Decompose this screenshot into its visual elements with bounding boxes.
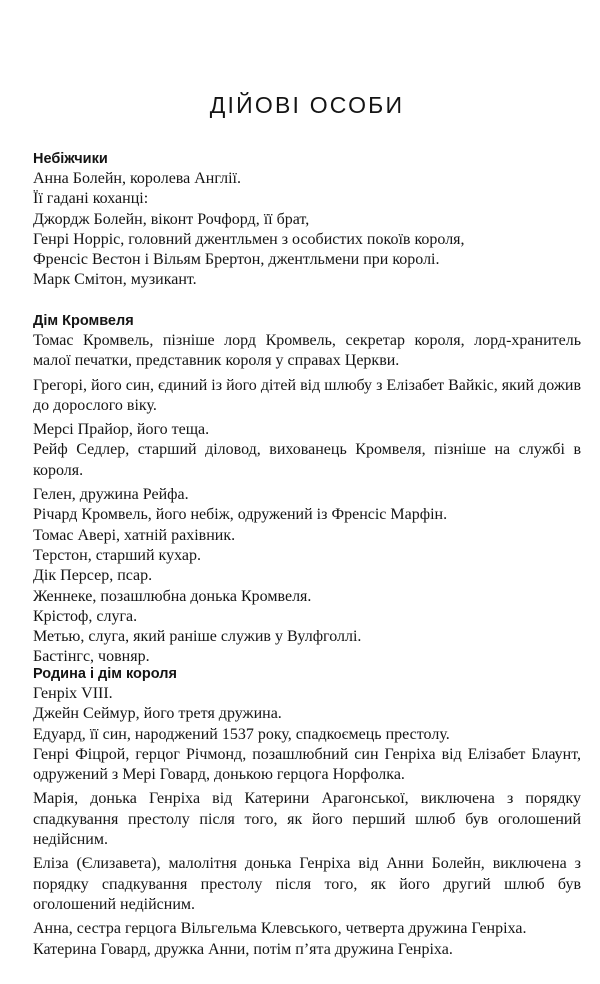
list-item: Джордж Болейн, віконт Рочфорд, її брат, [33,210,310,228]
section-royal-family [33,664,581,960]
section-deceased [33,149,581,291]
list-item: Анна, сестра герцога Вільгельма Клевського, четверта дружина Генріха. [33,920,527,938]
list-item: Анна Болейн, королева Англії. [33,170,241,187]
list-item: Генрі Норріс, головний джентльмен з особистих покоїв короля, [33,230,465,248]
list-item: Френсіс Вестон і Вільям Брертон, джентльмени при королі. [33,251,440,269]
list-item: Грегорі, його син, єдиний із його дітей від шлюбу з Елізабет Вайкіс, який дожив до дорослого віку. [33,376,581,414]
list-item: Генріх VIII. [33,685,113,702]
list-item: Метью, слуга, який раніше служив у Вулфголлі. [33,628,362,646]
character-list [33,169,581,291]
list-item: Її гадані коханці: [33,190,149,208]
section-heading: Родина і дім короля [33,666,177,682]
list-item: Катерина Говард, дружка Анни, потім п’ята дружина Генріха. [33,940,453,958]
list-item: Гелен, дружина Рейфа. [33,486,189,504]
list-item: Томас Кромвель, пізніше лорд Кромвель, секретар короля, лорд-хранитель малої печатки, представник короля у справах Церкви. [33,332,581,370]
list-item: Дік Персер, псар. [33,567,153,585]
list-item: Еліза (Єлизавета), малолітня донька Генріха від Анни Болейн, виключена з порядку спадкування престолу після того, як його другий шлюб був оголошений недійсним. [33,855,581,913]
list-item: Річард Кромвель, його небіж, одружений із Френсіс Марфін. [33,506,448,524]
list-item: Едуард, її син, народжений 1537 року, спадкоємець престолу. [33,725,450,743]
list-item: Мерсі Прайор, його теща. [33,421,210,439]
character-list [33,684,581,960]
section-heading: Дім Кромвеля [33,313,134,329]
list-item: Бастінгс, човняр. [33,648,150,666]
section-heading: Небіжчики [33,151,108,167]
character-list [33,331,581,668]
list-item: Марія, донька Генріха від Катерини Арагонської, виключена з порядку спадкування престолу після того, як його перший шлюб був оголошений недійсним. [33,790,581,849]
list-item: Терстон, старший кухар. [33,546,201,564]
list-item: Крістоф, слуга. [33,607,138,625]
list-item: Марк Смітон, музикант. [33,271,197,289]
list-item: Джейн Сеймур, його третя дружина. [33,705,282,723]
page-title: ДІЙОВІ ОСОБИ [209,92,405,118]
section-cromwell-house [33,311,581,668]
list-item: Рейф Седлер, старший діловод, вихованець Кромвеля, пізніше на службі в короля. [33,441,581,479]
list-item: Женнеке, позашлюбна донька Кромвеля. [33,587,312,605]
list-item: Генрі Фіцрой, герцог Річмонд, позашлюбний син Генріха від Елізабет Блаунт, одружений з Мері Говард, донькою герцога Норфолка. [33,745,581,784]
list-item: Томас Аверi, хатній рахівник. [33,526,236,544]
